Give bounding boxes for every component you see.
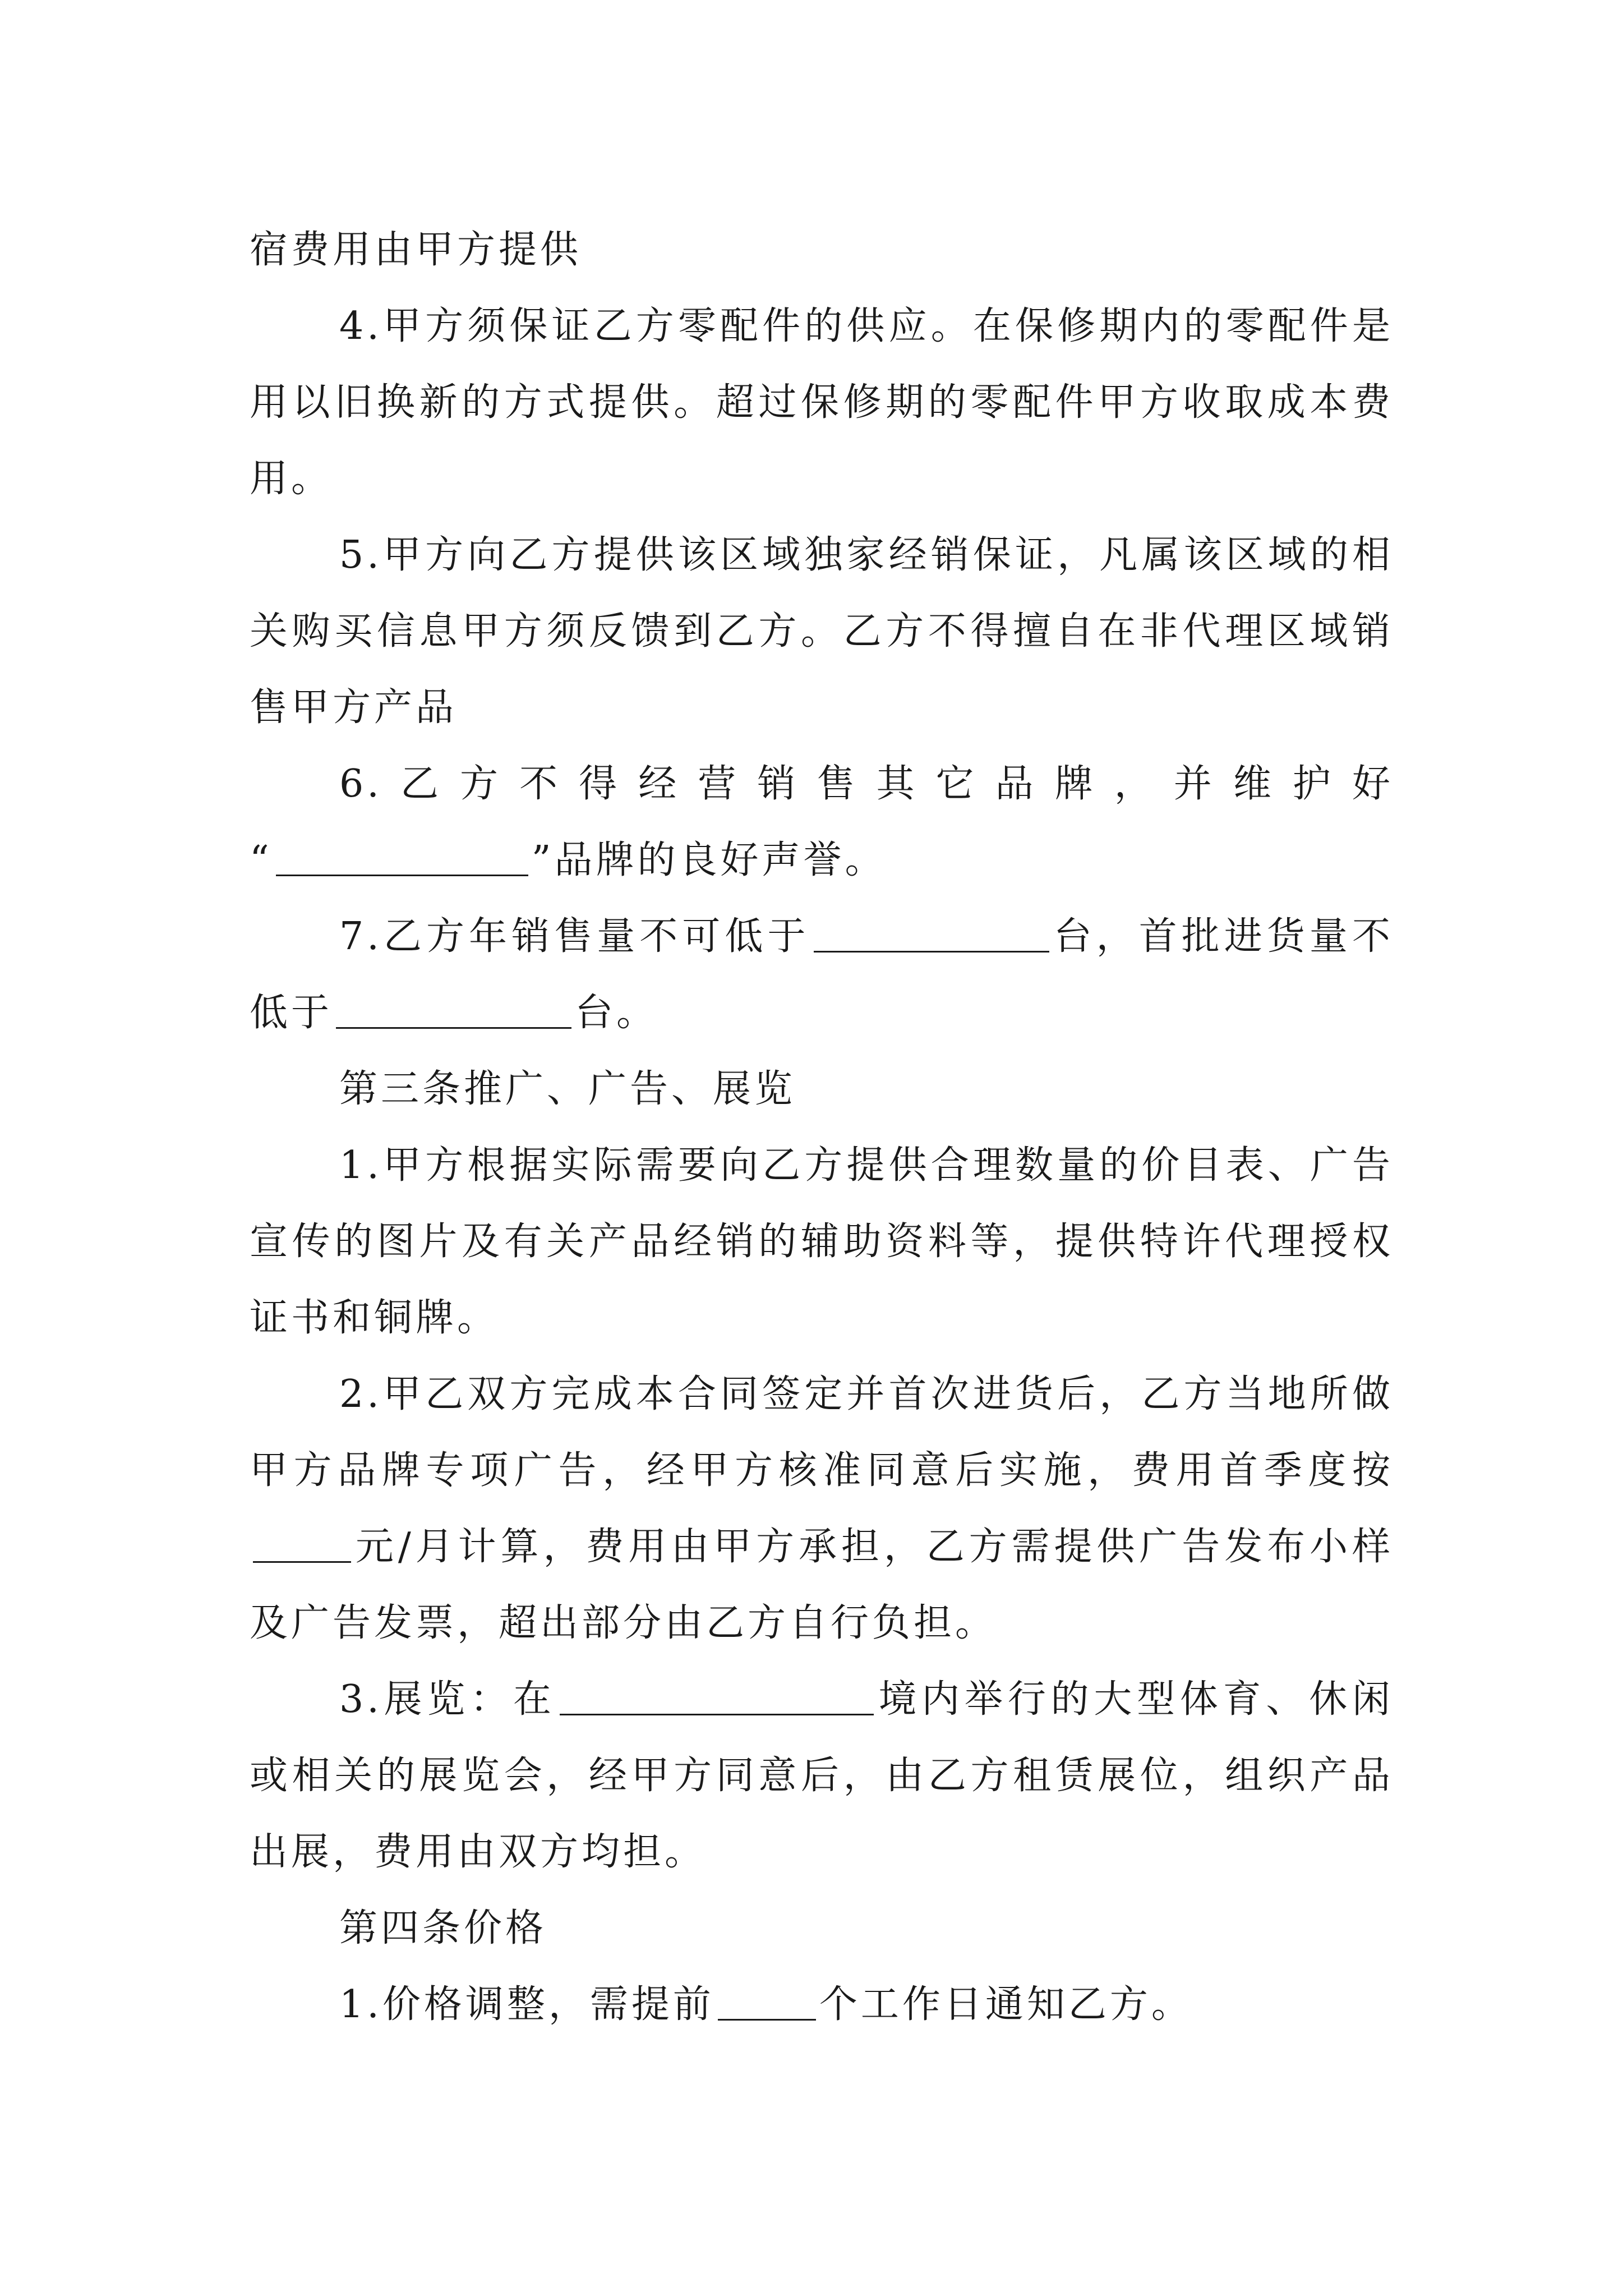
first-order-blank	[336, 992, 571, 1029]
exhibition-region-blank	[560, 1679, 874, 1715]
clause-item-5: 5.甲方向乙方提供该区域独家经销保证，凡属该区域的相关购买信息甲方须反馈到乙方。乙方不得擅自在非代理区域销售甲方产品	[250, 533, 1394, 730]
annual-sales-blank	[814, 916, 1049, 953]
section-4-item-1	[250, 1967, 1394, 2043]
exhibition-text-b: 境内举行的大型体育、休闲或相关的展览会，经甲方同意后，由乙方租赁展位，组织产品出展，费用由双方均担。	[250, 1677, 1394, 1874]
section-4-title: 第四条价格	[339, 1906, 547, 1950]
document-body	[250, 212, 1394, 2043]
price-adjust-text-a: 1.价格调整，需提前	[339, 1982, 714, 2027]
clause-item-4: 4.甲方须保证乙方零配件的供应。在保修期内的零配件是用以旧换新的方式提供。超过保修期的零配件甲方收取成本费用。	[250, 304, 1394, 501]
first-order-label: 台，首批进货量不低于	[250, 914, 1394, 1035]
clause-item-6-line2	[250, 822, 1394, 899]
section-3-item-2	[250, 1356, 1394, 1662]
notice-days-blank	[718, 1984, 816, 2021]
brand-name-blank	[276, 840, 528, 876]
open-quote: “	[250, 838, 273, 882]
section-3-item-3	[250, 1662, 1394, 1890]
brand-reputation-text: ”品牌的良好声誉。	[531, 838, 887, 882]
section-3-item-1: 1.甲方根据实际需要向乙方提供合理数量的价目表、广告宣传的图片及有关产品经销的辅助资料等，提供特许代理授权证书和铜牌。	[250, 1143, 1394, 1340]
clause-item-7	[250, 899, 1394, 1051]
annual-sales-label: 7.乙方年销售量不可低于	[339, 914, 810, 959]
clause-item-6-line1: 6.乙方不得经营销售其它品牌，并维护好	[339, 762, 1394, 806]
advertising-text-a: 2.甲乙双方完成本合同签定并首次进货后，乙方当地所做甲方品牌专项广告，经甲方核准同意后实施，费用首季度按	[250, 1372, 1394, 1493]
exhibition-text-a: 3.展览：在	[339, 1677, 556, 1722]
monthly-fee-blank	[253, 1526, 351, 1563]
advertising-text-b: 元/月计算，费用由甲方承担，乙方需提供广告发布小样及广告发票，超出部分由乙方自行负担。	[250, 1525, 1394, 1645]
price-adjust-text-b: 个工作日通知乙方。	[819, 1982, 1193, 2027]
unit-text: 台。	[575, 991, 658, 1035]
section-3-title: 第三条推广、广告、展览	[339, 1067, 796, 1111]
paragraph-continuation: 宿费用由甲方提供	[250, 228, 582, 272]
